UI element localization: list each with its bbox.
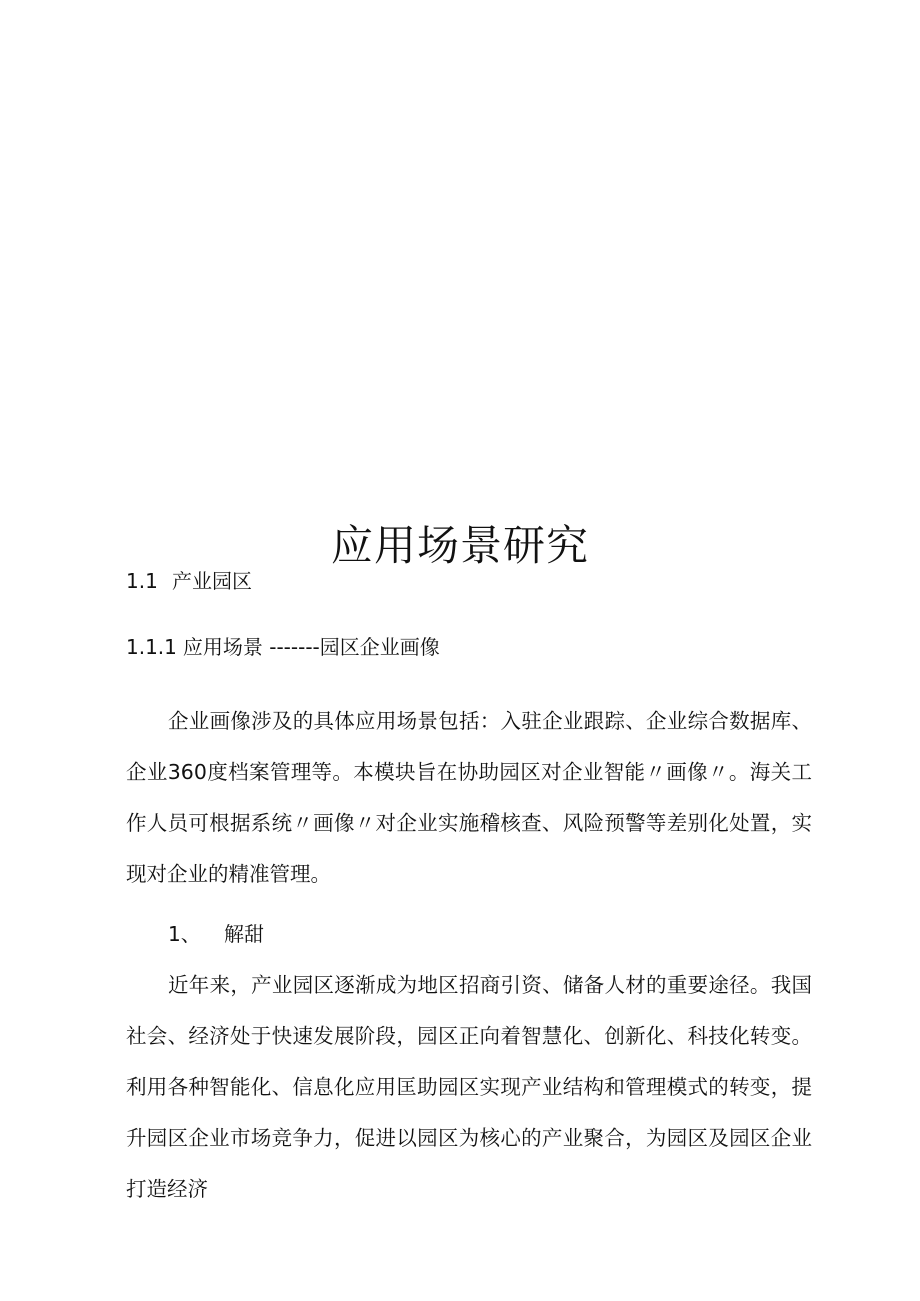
body-paragraph: 近年来，产业园区逐渐成为地区招商引资、储备人材的重要途径。我国社会、经济处于快速发展阶段，园区正向着智慧化、创新化、科技化转变。利用各种智能化、信息化应用匡助园区实现产业结构和管理模式的转变，提升园区企业市场竞争力，促进以园区为核心的产业聚合，为园区及园区企业打造经济: [126, 973, 812, 1201]
list-item-label: 解甜: [224, 922, 264, 946]
section-heading: [126, 567, 252, 595]
intro-paragraph: 企业画像涉及的具体应用场景包括：入驻企业跟踪、企业综合数据库、企业360度档案管理等。本模块旨在协助园区对企业智能〃画像〃。海关工作人员可根据系统〃画像〃对企业实施稽核查、风险预警等差别化处置，实现对企业的精准管理。: [126, 709, 812, 886]
section-label: 产业园区: [172, 569, 252, 593]
section-number: 1.1: [126, 569, 158, 593]
document-title: 应用场景研究: [330, 521, 589, 571]
subsection-label: 应用场景 -------园区企业画像: [182, 635, 440, 659]
subsection-number: 1.1.1: [126, 635, 177, 659]
numbered-list-item: [168, 920, 264, 948]
list-item-number: 1、: [168, 922, 201, 946]
subsection-heading: [126, 633, 440, 661]
